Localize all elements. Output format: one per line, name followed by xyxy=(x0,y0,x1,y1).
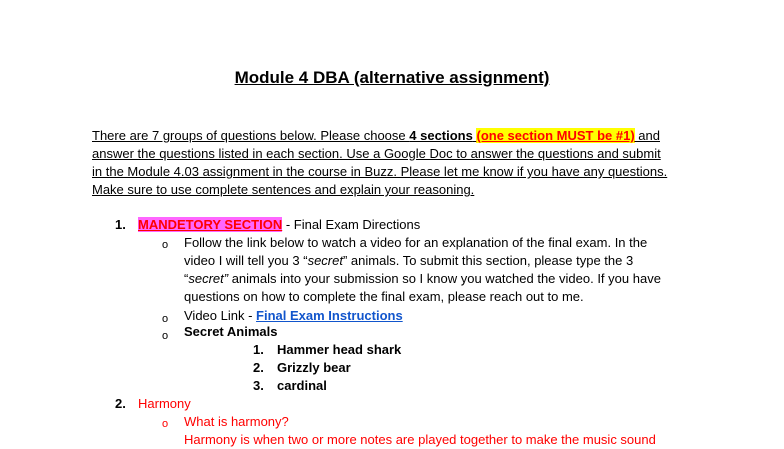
bullet-1-line-2: video I will tell you 3 “secret” animals. To submit this section, please type the 3 xyxy=(184,253,634,268)
animal-3-number: 3. xyxy=(253,378,264,393)
bullet-icon: o xyxy=(162,239,169,251)
document-title: Module 4 DBA (alternative assignment) xyxy=(234,68,550,87)
intro-highlight: (one section MUST be #1) xyxy=(476,128,635,143)
final-exam-instructions-link[interactable]: Final Exam Instructions xyxy=(256,308,403,323)
video-link-line: Video Link - Final Exam Instructions xyxy=(184,308,403,323)
intro-bold: 4 sections xyxy=(409,128,473,143)
bullet-icon: o xyxy=(162,330,169,342)
intro-text-end: and xyxy=(634,128,660,143)
bullet-1-line-3: “secret” animals into your submission so I know you watched the video. If you have xyxy=(184,271,661,286)
section-1-number: 1. xyxy=(115,217,126,232)
section-2-question: What is harmony? xyxy=(184,414,289,429)
bullet-1-line-1: Follow the link below to watch a video for an explanation of the final exam. In the xyxy=(184,235,648,250)
bullet-1-line-4: questions on how to complete the final exam, please reach out to me. xyxy=(184,289,584,304)
animal-1-name: Hammer head shark xyxy=(277,342,402,357)
section-2-title: Harmony xyxy=(138,396,191,411)
secret-animals-label: Secret Animals xyxy=(184,324,278,339)
intro-line-4: Make sure to use complete sentences and explain your reasoning. xyxy=(92,182,475,197)
section-1-rest: - Final Exam Directions xyxy=(282,217,421,232)
section-1-heading xyxy=(138,216,420,234)
animal-2-name: Grizzly bear xyxy=(277,360,351,375)
intro-text: There are 7 groups of questions below. Please choose xyxy=(92,128,410,143)
section-2-answer: Harmony is when two or more notes are played together to make the music sound xyxy=(184,432,656,447)
intro-line-1 xyxy=(92,127,660,145)
intro-line-2: answer the questions listed in each section. Use a Google Doc to answer the questions and submit xyxy=(92,146,661,161)
bullet-icon: o xyxy=(162,418,169,430)
animal-2-number: 2. xyxy=(253,360,264,375)
mandatory-highlight: MANDETORY SECTION xyxy=(138,217,283,232)
animal-1-number: 1. xyxy=(253,342,264,357)
intro-line-3: in the Module 4.03 assignment in the course in Buzz. Please let me know if you have any questions. xyxy=(92,164,668,179)
animal-3-name: cardinal xyxy=(277,378,327,393)
bullet-icon: o xyxy=(162,313,169,325)
section-2-number: 2. xyxy=(115,396,126,411)
